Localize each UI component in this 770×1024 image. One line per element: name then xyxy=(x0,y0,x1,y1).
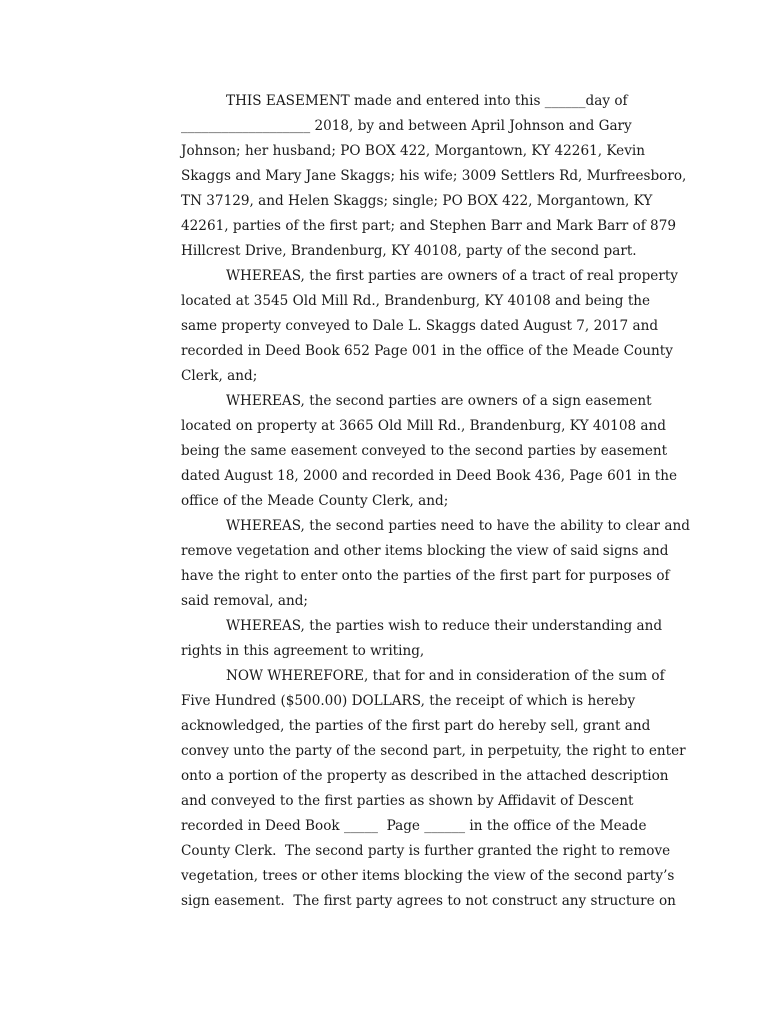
text-line: said removal, and; xyxy=(181,593,308,609)
text-line: Hillcrest Drive, Brandenburg, KY 40108, party of the second part. xyxy=(181,243,637,259)
paragraph-first-line: WHEREAS, the first parties are owners of a tract of real property xyxy=(226,268,678,284)
text-line: being the same easement conveyed to the second parties by easement xyxy=(181,443,668,459)
text-line: vegetation, trees or other items blocking the view of the second party’s xyxy=(181,868,675,884)
text-line: rights in this agreement to writing, xyxy=(181,643,425,659)
text-line: TN 37129, and Helen Skaggs; single; PO BOX 422, Morgantown, KY xyxy=(181,193,653,209)
text-line: County Clerk. The second party is further granted the right to remove xyxy=(181,843,671,859)
text-line: located at 3545 Old Mill Rd., Brandenburg, KY 40108 and being the xyxy=(181,293,651,309)
text-line: have the right to enter onto the parties of the first part for purposes of xyxy=(181,568,670,584)
text-line: recorded in Deed Book 652 Page 001 in the office of the Meade County xyxy=(181,343,673,359)
text-line: remove vegetation and other items blocking the view of said signs and xyxy=(181,543,669,559)
text-line: office of the Meade County Clerk, and; xyxy=(181,493,449,509)
text-line: sign easement. The first party agrees to not construct any structure on xyxy=(181,893,676,909)
text-line: 42261, parties of the first part; and Stephen Barr and Mark Barr of 879 xyxy=(181,218,677,234)
text-line: acknowledged, the parties of the first part do hereby sell, grant and xyxy=(181,718,651,734)
text-line: recorded in Deed Book _____ Page ______ in the office of the Meade xyxy=(181,818,647,834)
text-line: convey unto the party of the second part, in perpetuity, the right to enter xyxy=(181,743,686,759)
text-line: same property conveyed to Dale L. Skaggs dated August 7, 2017 and xyxy=(181,318,659,334)
paragraph-first-line: WHEREAS, the parties wish to reduce their understanding and xyxy=(226,618,663,634)
text-line: located on property at 3665 Old Mill Rd., Brandenburg, KY 40108 and xyxy=(181,418,666,434)
document-body xyxy=(181,89,721,914)
text-line: and conveyed to the first parties as shown by Affidavit of Descent xyxy=(181,793,634,809)
paragraph-first-line: WHEREAS, the second parties are owners of a sign easement xyxy=(226,393,652,409)
text-line: Five Hundred ($500.00) DOLLARS, the receipt of which is hereby xyxy=(181,693,636,709)
text-line: Clerk, and; xyxy=(181,368,258,384)
paragraph-first-line: THIS EASEMENT made and entered into this ______day of xyxy=(226,93,628,109)
paragraph-first-line: WHEREAS, the second parties need to have the ability to clear and xyxy=(226,518,690,534)
text-line: dated August 18, 2000 and recorded in Deed Book 436, Page 601 in the xyxy=(181,468,678,484)
text-line: Johnson; her husband; PO BOX 422, Morgantown, KY 42261, Kevin xyxy=(181,143,646,159)
text-line: Skaggs and Mary Jane Skaggs; his wife; 3009 Settlers Rd, Murfreesboro, xyxy=(181,168,687,184)
text-line: ___________________ 2018, by and between April Johnson and Gary xyxy=(181,118,632,134)
text-line: onto a portion of the property as described in the attached description xyxy=(181,768,669,784)
paragraph-first-line: NOW WHEREFORE, that for and in consideration of the sum of xyxy=(226,668,665,684)
